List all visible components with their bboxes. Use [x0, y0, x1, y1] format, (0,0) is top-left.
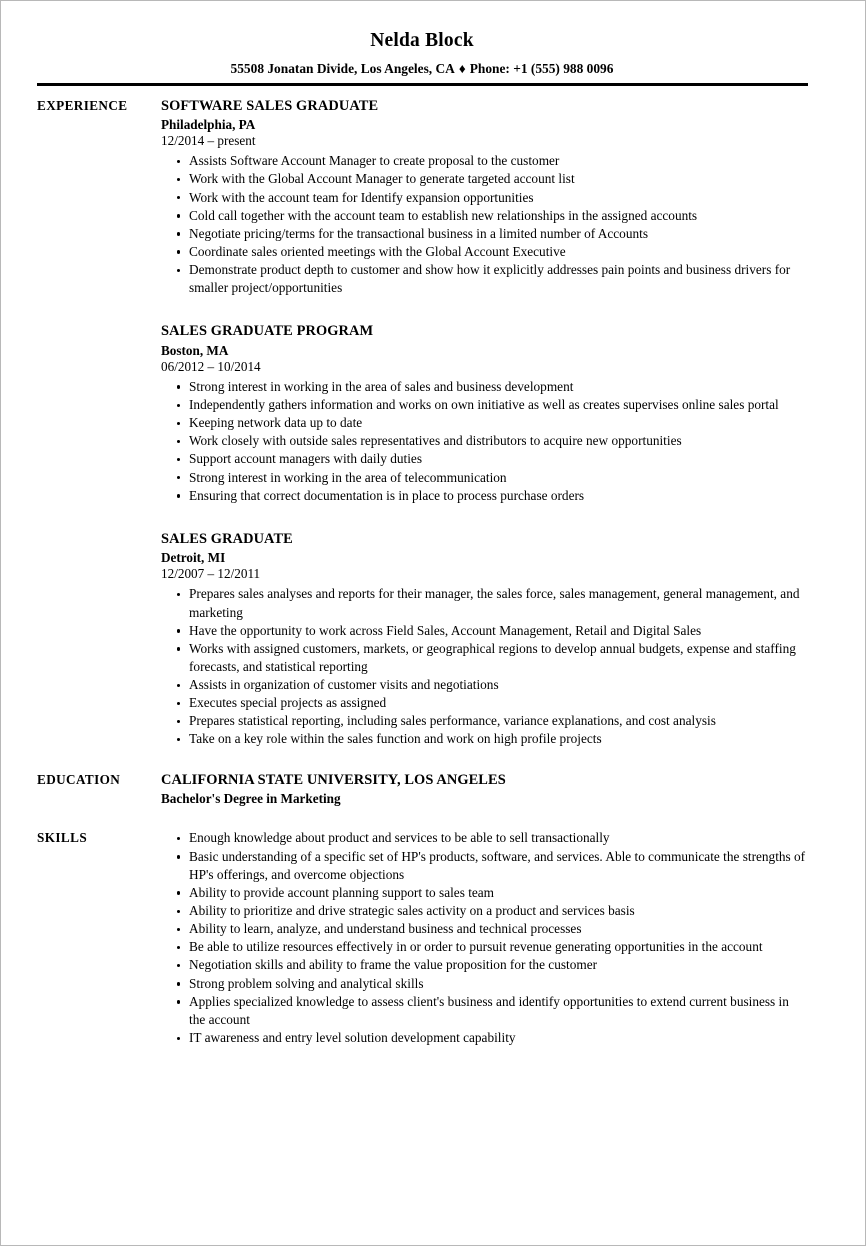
- job-dates: 12/2007 – 12/2011: [161, 566, 261, 582]
- list-item: Strong interest in working in the area of telecommunication: [161, 469, 807, 487]
- resume-sheet: [1, 1, 865, 1245]
- list-item: Keeping network data up to date: [161, 414, 807, 432]
- list-item: Be able to utilize resources effectively in or order to pursuit revenue generating opportunities in the account: [161, 938, 807, 956]
- education-degree: Bachelor's Degree in Marketing: [161, 791, 341, 807]
- list-item: Work with the account team for Identify expansion opportunities: [161, 189, 807, 207]
- section-experience: [37, 97, 807, 749]
- skills-list: [161, 829, 807, 1047]
- list-item: Work with the Global Account Manager to generate targeted account list: [161, 170, 807, 188]
- diamond-separator-icon: ♦: [458, 61, 466, 77]
- job-title: SOFTWARE SALES GRADUATE: [161, 97, 379, 114]
- job-responsibilities: [161, 585, 807, 748]
- experience-entry: [161, 530, 807, 749]
- job-location: Boston, MA: [161, 342, 229, 358]
- list-item: Prepares statistical reporting, including sales performance, variance explanations, and cost analysis: [161, 712, 807, 730]
- experience-jobs: [161, 97, 807, 749]
- list-item: Assists Software Account Manager to create proposal to the customer: [161, 152, 807, 170]
- list-item: Negotiate pricing/terms for the transactional business in a limited number of Accounts: [161, 225, 807, 243]
- list-item: Ability to learn, analyze, and understand business and technical processes: [161, 920, 807, 938]
- job-location: Philadelphia, PA: [161, 117, 256, 133]
- list-item: Works with assigned customers, markets, or geographical regions to develop annual budgets, expense and staffing forecasts, and statistical reporting: [161, 640, 807, 676]
- education-entry: [161, 771, 807, 808]
- job-location: Detroit, MI: [161, 550, 226, 566]
- list-item: Ensuring that correct documentation is in place to process purchase orders: [161, 487, 807, 505]
- list-item: Enough knowledge about product and services to be able to sell transactionally: [161, 829, 807, 847]
- list-item: Ability to prioritize and drive strategic sales activity on a product and services basis: [161, 902, 807, 920]
- job-dates: 12/2014 – present: [161, 133, 256, 149]
- job-dates: 06/2012 – 10/2014: [161, 359, 261, 374]
- list-item: Support account managers with daily duties: [161, 450, 807, 468]
- job-responsibilities: [161, 152, 807, 297]
- list-item: IT awareness and entry level solution development capability: [161, 1029, 807, 1047]
- section-label-skills: SKILLS: [37, 830, 88, 846]
- experience-entry: [161, 322, 807, 504]
- section-skills: [37, 829, 807, 1047]
- list-item: Strong problem solving and analytical skills: [161, 975, 807, 993]
- education-school: CALIFORNIA STATE UNIVERSITY, LOS ANGELES: [161, 771, 506, 788]
- list-item: Ability to provide account planning support to sales team: [161, 884, 807, 902]
- section-education: [37, 771, 807, 808]
- section-label-experience: EXPERIENCE: [37, 97, 128, 113]
- list-item: Strong interest in working in the area of sales and business development: [161, 378, 807, 396]
- list-item: Prepares sales analyses and reports for their manager, the sales force, sales management, general management, and marketing: [161, 585, 807, 621]
- contact-address: 55508 Jonatan Divide, Los Angeles, CA: [230, 61, 455, 77]
- experience-entry: [161, 97, 807, 298]
- list-item: Take on a key role within the sales function and work on high profile projects: [161, 730, 807, 748]
- list-item: Assists in organization of customer visits and negotiations: [161, 676, 807, 694]
- list-item: Work closely with outside sales representatives and distributors to acquire new opportunities: [161, 432, 807, 450]
- contact-phone: Phone: +1 (555) 988 0096: [469, 61, 614, 77]
- contact-line: [37, 60, 807, 77]
- job-title: SALES GRADUATE PROGRAM: [161, 323, 374, 340]
- list-item: Basic understanding of a specific set of HP's products, software, and services. Able to communicate the strengths of HP's offerings, and overcome objections: [161, 848, 807, 884]
- job-title: SALES GRADUATE: [161, 530, 293, 547]
- skills-body: [161, 829, 807, 1047]
- section-label-education: EDUCATION: [37, 771, 121, 787]
- header-divider: [37, 83, 808, 86]
- list-item: Applies specialized knowledge to assess client's business and identify opportunities to extend current business in the account: [161, 993, 807, 1029]
- list-item: Coordinate sales oriented meetings with the Global Account Executive: [161, 243, 807, 261]
- job-responsibilities: [161, 378, 807, 505]
- list-item: Independently gathers information and works on own initiative as well as creates supervises online sales portal: [161, 396, 807, 414]
- resume-header: [37, 29, 807, 86]
- list-item: Cold call together with the account team to establish new relationships in the assigned accounts: [161, 207, 807, 225]
- list-item: Executes special projects as assigned: [161, 694, 807, 712]
- candidate-name: Nelda Block: [370, 30, 474, 51]
- list-item: Have the opportunity to work across Field Sales, Account Management, Retail and Digital Sales: [161, 622, 807, 640]
- list-item: Demonstrate product depth to customer and show how it explicitly addresses pain points and business drivers for smaller project/opportunities: [161, 261, 807, 297]
- list-item: Negotiation skills and ability to frame the value proposition for the customer: [161, 956, 807, 974]
